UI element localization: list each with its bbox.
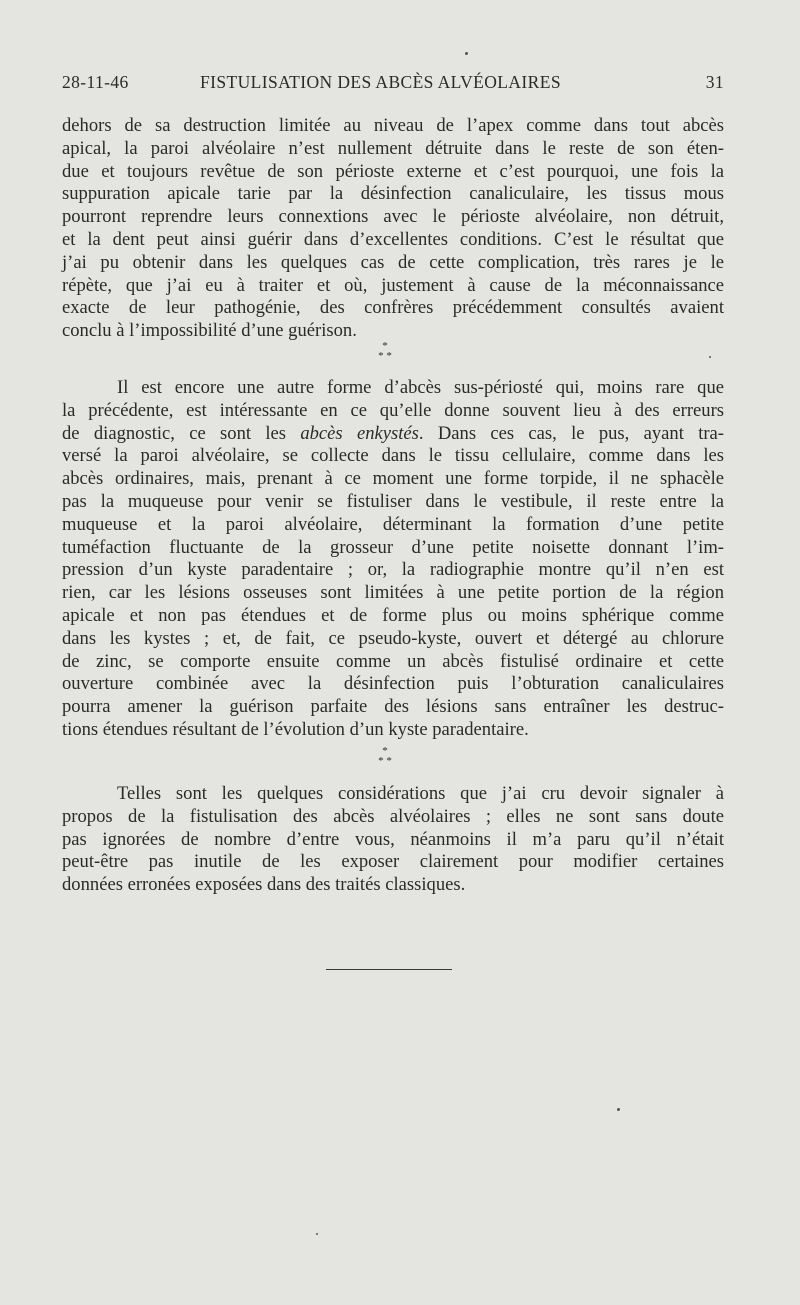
page-number: 31 <box>705 72 724 92</box>
text-line: j’ai pu obtenir dans les quelques cas de cette complication, très rares je le <box>62 251 724 273</box>
text-line: dehors de sa destruction limitée au niveau de l’apex comme dans tout abcès <box>62 115 724 136</box>
text-line: et la dent peut ainsi guérir dans d’excellentes conditions. C’est le résultat que <box>62 228 724 250</box>
text-line <box>62 377 724 400</box>
asterism-top: * <box>382 340 388 352</box>
text-line: abcès ordinaires, mais, prenant à ce moment une forme torpide, il ne sphacèle <box>62 468 724 490</box>
text-line: exacte de leur pathogénie, des confrères précédemment consultés avaient <box>62 297 724 319</box>
text-line: données erronées exposées dans des traités classiques. <box>62 874 466 896</box>
text-line: la précédente, est intéressante en ce qu’elle donne souvent lieu à des erreurs <box>62 399 724 421</box>
header-title: FISTULISATION DES ABCÈS ALVÉOLAIRES <box>200 72 561 92</box>
italic-term: abcès enkystés <box>300 422 419 444</box>
text-line: conclu à l’impossibilité d’une guérison. <box>62 320 357 342</box>
text-line: tuméfaction fluctuante de la grosseur d’une petite noisette donnant l’im- <box>62 536 724 558</box>
text-line: rien, car les lésions osseuses sont limitées à une petite portion de la région <box>62 582 724 604</box>
closing-rule <box>326 969 452 970</box>
paper-speck <box>709 356 711 358</box>
section-asterism <box>365 341 405 361</box>
paragraph-1 <box>62 115 724 343</box>
text-line: de zinc, se comporte ensuite comme un abcès fistulisé ordinaire et cette <box>62 650 724 672</box>
section-asterism <box>365 746 405 766</box>
text-line-content: Il est encore une autre forme d’abcès sus-périosté qui, moins rare que <box>117 377 724 398</box>
paper-speck <box>316 1233 318 1235</box>
text-line: propos de la fistulisation des abcès alvéolaires ; elles ne sont sans doute <box>62 805 724 827</box>
text-line <box>62 423 724 446</box>
text-line: pourront reprendre leurs connextions avec le périoste alvéolaire, non détruit, <box>62 206 724 228</box>
text-segment: . Dans ces cas, le pus, ayant tra- <box>418 422 724 444</box>
text-line: pression d’un kyste paradentaire ; or, la radiographie montre qu’il n’en est <box>62 559 724 581</box>
header-date: 28-11-46 <box>62 72 129 92</box>
paragraph-2 <box>62 377 724 742</box>
text-line: répète, que j’ai eu à traiter et où, justement à cause de la méconnaissance <box>62 274 724 296</box>
text-line: peut-être pas inutile de les exposer clairement pour modifier certaines <box>62 851 724 873</box>
text-line: due et toujours revêtue de son périoste externe et c’est pourquoi, une fois la <box>62 160 724 182</box>
paragraph-3 <box>62 783 724 897</box>
text-line: pourra amener la guérison parfaite des lésions sans entraîner les destruc- <box>62 696 724 718</box>
text-line: muqueuse et la paroi alvéolaire, déterminant la formation d’une petite <box>62 513 724 535</box>
text-line: suppuration apicale tarie par la désinfection canaliculaire, les tissus mous <box>62 183 724 205</box>
text-line <box>62 783 724 806</box>
text-line-content: Telles sont les quelques considérations que j’ai cru devoir signaler à <box>117 783 724 804</box>
text-line: apical, la paroi alvéolaire n’est nullement détruite dans le reste de son éten- <box>62 137 724 159</box>
asterism-top: * <box>382 745 388 757</box>
asterism-bottom: * * <box>378 350 392 362</box>
running-header <box>62 72 724 98</box>
asterism-bottom: * * <box>378 755 392 767</box>
text-segment: de diagnostic, ce sont les <box>62 422 301 444</box>
text-line: dans les kystes ; et, de fait, ce pseudo-kyste, ouvert et détergé au chlorure <box>62 627 724 649</box>
text-line: ouverture combinée avec la désinfection puis l’obturation canaliculaires <box>62 673 724 695</box>
paper-speck <box>617 1108 620 1111</box>
text-line: versé la paroi alvéolaire, se collecte dans le tissu cellulaire, comme dans les <box>62 445 724 467</box>
text-line: pas ignorées de nombre d’entre vous, néanmoins il m’a paru qu’il n’était <box>62 828 724 850</box>
paper-speck <box>465 52 468 55</box>
text-line: pas la muqueuse pour venir se fistuliser dans le vestibule, il reste entre la <box>62 490 724 512</box>
text-line: apicale et non pas étendues et de forme plus ou moins sphérique comme <box>62 604 724 626</box>
text-line: tions étendues résultant de l’évolution d’un kyste paradentaire. <box>62 718 529 740</box>
